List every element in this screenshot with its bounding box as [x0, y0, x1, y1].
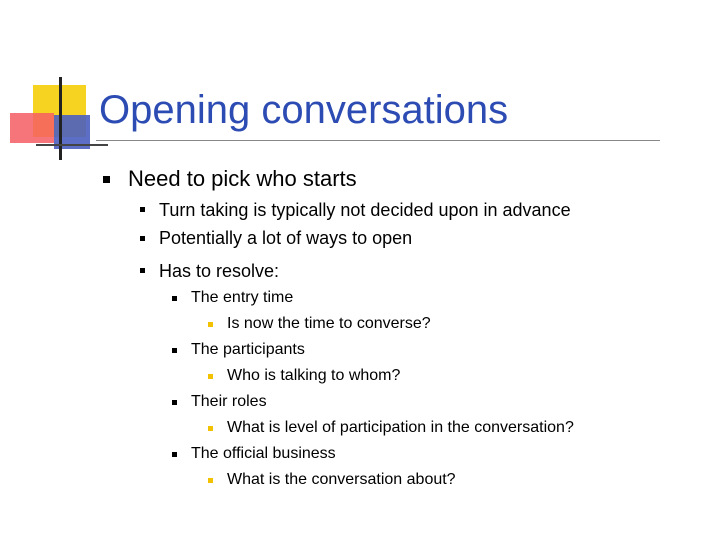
bullet-text: The participants	[191, 341, 305, 358]
sub-bullet-text: What is the conversation about?	[227, 471, 456, 488]
bullet-text: Turn taking is typically not decided upon in advance	[159, 200, 571, 220]
sub-bullet-text: Is now the time to converse?	[227, 315, 431, 332]
square-bullet-icon	[208, 426, 213, 431]
bullet-text: Need to pick who starts	[128, 166, 357, 191]
square-bullet-icon	[140, 207, 145, 212]
square-bullet-icon	[208, 478, 213, 483]
bullet-text: Potentially a lot of ways to open	[159, 228, 413, 248]
square-bullet-icon	[172, 452, 177, 457]
title-divider	[96, 140, 660, 141]
logo-vertical-line	[59, 77, 62, 160]
logo-red-square	[10, 113, 54, 143]
square-bullet-icon	[172, 348, 177, 353]
bullet-text: The official business	[191, 445, 336, 462]
bullet-text: The entry time	[191, 289, 294, 306]
bullet-text: Has to resolve:	[159, 261, 280, 281]
square-bullet-icon	[172, 400, 177, 405]
slide-title: Opening conversations	[99, 88, 509, 132]
square-bullet-icon	[208, 322, 213, 327]
sub-bullet-text: Who is talking to whom?	[227, 367, 401, 384]
square-bullet-icon	[172, 296, 177, 301]
logo-horizontal-line	[36, 144, 108, 146]
square-bullet-icon	[208, 374, 213, 379]
sub-bullet-text: What is level of participation in the conversation?	[227, 419, 574, 436]
square-bullet-icon	[103, 176, 110, 183]
bullet-text: Their roles	[191, 393, 267, 410]
square-bullet-icon	[140, 236, 145, 241]
square-bullet-icon	[140, 268, 145, 273]
